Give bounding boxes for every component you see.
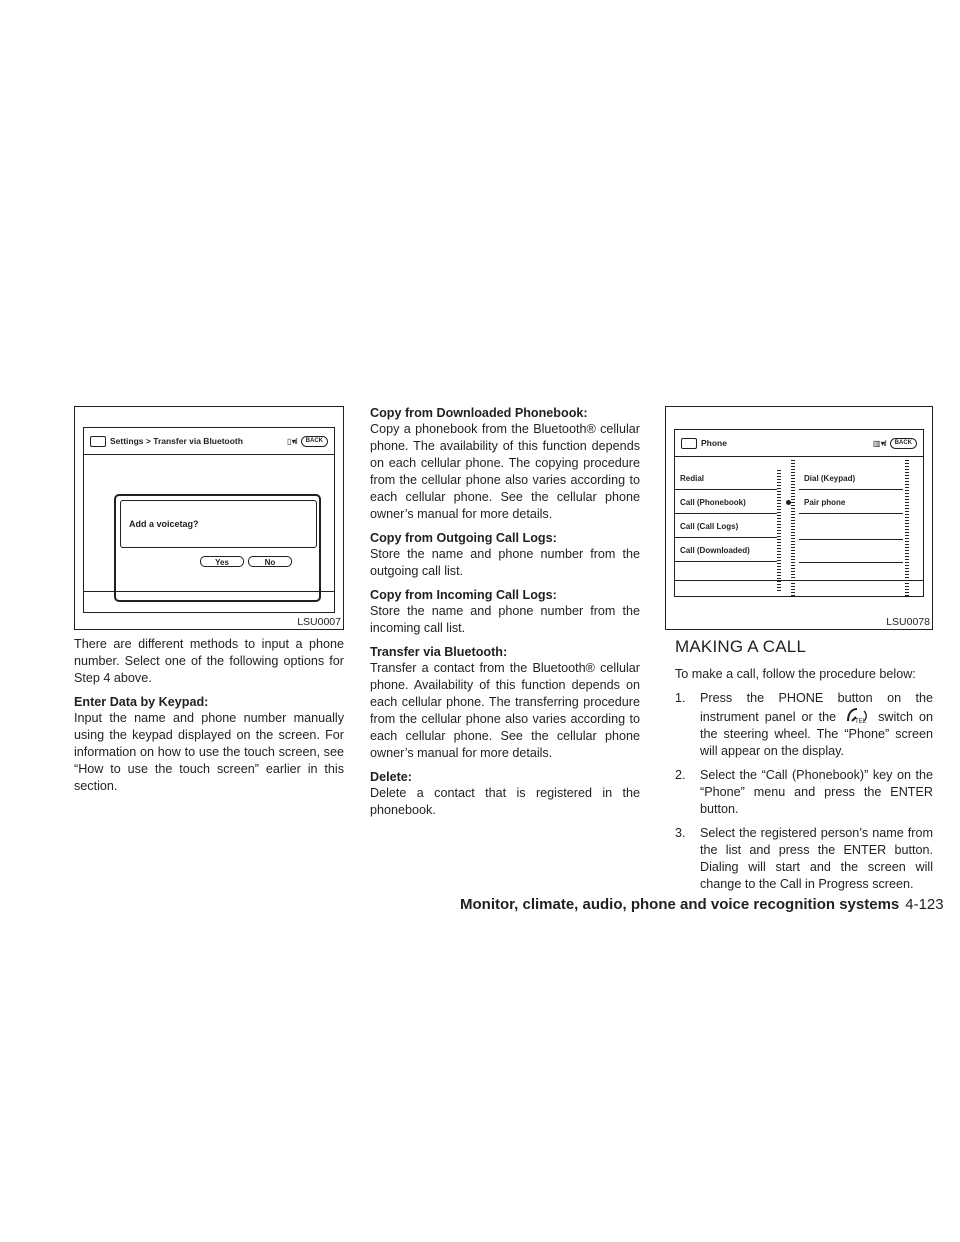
screen-header bbox=[675, 430, 923, 457]
screen-header bbox=[84, 428, 334, 455]
back-button[interactable]: BACK bbox=[890, 438, 917, 449]
screen-bottom-divider bbox=[84, 591, 334, 592]
footer-title: Monitor, climate, audio, phone and voice recognition systems bbox=[460, 896, 900, 913]
step-text: Select the registered person’s name from the list and press the ENTER button. Dialing will start and the screen will change to the Call in Progress screen. bbox=[700, 826, 933, 891]
step-number: 1. bbox=[675, 691, 686, 705]
scroll-stripe bbox=[905, 460, 909, 596]
column-2 bbox=[370, 405, 640, 826]
step-number: 2. bbox=[675, 768, 686, 782]
steering-phone-switch-icon bbox=[844, 707, 870, 725]
svg-text:TEL: TEL bbox=[855, 719, 867, 725]
step-number: 3. bbox=[675, 826, 686, 840]
dialog-message: Add a voicetag? bbox=[129, 519, 199, 529]
list-item bbox=[675, 690, 933, 760]
heading-delete: Delete: bbox=[370, 770, 412, 784]
scroll-stripe bbox=[777, 470, 781, 592]
no-button[interactable]: No bbox=[248, 556, 292, 567]
phone-icon bbox=[681, 438, 697, 449]
section-heading: MAKING A CALL bbox=[675, 637, 807, 656]
column-1 bbox=[74, 636, 344, 802]
screen-title: Phone bbox=[701, 438, 727, 448]
paragraph-copy-downloaded: Copy a phonebook from the Bluetooth® cellular phone. The availability of this function depends on each cellular phone. The copying procedure from the cellular phone also varies according to each cellular phone. See the cellular phone owner’s manual for more details. bbox=[370, 422, 640, 521]
menu-call-logs[interactable]: Call (Call Logs) bbox=[675, 515, 777, 538]
menu-call-phonebook[interactable]: Call (Phonebook) bbox=[675, 491, 777, 514]
step-text-end: switch on the steering wheel. The “Phone” screen will appear on the display. bbox=[700, 710, 934, 758]
page-number: 4-123 bbox=[905, 896, 944, 913]
signal-icon: ▯ ▾ıl bbox=[287, 436, 297, 446]
intro-paragraph: There are different methods to input a phone number. Select one of the following options for Step 4 above. bbox=[74, 637, 344, 685]
menu-dial-keypad[interactable]: Dial (Keypad) bbox=[799, 467, 903, 490]
heading-copy-outgoing: Copy from Outgoing Call Logs: bbox=[370, 531, 557, 545]
list-item bbox=[675, 825, 933, 893]
dialog-message-box bbox=[120, 500, 317, 548]
paragraph-copy-incoming: Store the name and phone number from the incoming call list. bbox=[370, 604, 640, 635]
page-footer bbox=[460, 896, 944, 913]
paragraph-transfer-bluetooth: Transfer a contact from the Bluetooth® cellular phone. Availability of this function depends on each cellular phone. The transferring procedure from the cellular phone also varies according to each cellular phone. See the cellular phone owner’s manual for more details. bbox=[370, 661, 640, 760]
paragraph-enter-keypad: Input the name and phone number manually using the keypad displayed on the screen. For information on how to use the touch screen, see “How to use the touch screen” earlier in this section. bbox=[74, 711, 344, 793]
menu-empty-row bbox=[799, 562, 903, 563]
menu-call-downloaded[interactable]: Call (Downloaded) bbox=[675, 539, 777, 562]
menu-empty-row bbox=[799, 539, 903, 540]
procedure-list bbox=[675, 690, 933, 893]
figure-code: LSU0078 bbox=[886, 616, 930, 628]
screen-title: Settings > Transfer via Bluetooth bbox=[110, 436, 243, 446]
heading-copy-incoming: Copy from Incoming Call Logs: bbox=[370, 588, 557, 602]
intro-paragraph: To make a call, follow the procedure below: bbox=[675, 667, 916, 681]
heading-copy-downloaded: Copy from Downloaded Phonebook: bbox=[370, 406, 588, 420]
figure-code: LSU0007 bbox=[297, 616, 341, 628]
menu-redial[interactable]: Redial bbox=[675, 467, 777, 490]
signal-icon: ▥ ▾ıl bbox=[872, 438, 886, 448]
figure-phone-menu bbox=[665, 406, 933, 630]
column-3 bbox=[675, 666, 933, 900]
paragraph-copy-outgoing: Store the name and phone number from the outgoing call list. bbox=[370, 547, 640, 578]
scroll-stripe bbox=[791, 460, 795, 596]
step-text: Select the “Call (Phonebook)” key on the “Phone” menu and press the ENTER button. bbox=[700, 768, 933, 816]
menu-pair-phone[interactable]: Pair phone bbox=[799, 491, 903, 514]
figure-voicetag-dialog bbox=[74, 406, 344, 630]
settings-icon bbox=[90, 436, 106, 447]
heading-transfer-bluetooth: Transfer via Bluetooth: bbox=[370, 645, 508, 659]
screen-bottom-divider bbox=[675, 580, 923, 581]
selection-dot bbox=[786, 500, 791, 505]
screen bbox=[674, 429, 924, 597]
step-text-start: Press the PHONE button on the instrument panel or the bbox=[700, 691, 933, 724]
screen bbox=[83, 427, 335, 613]
paragraph-delete: Delete a contact that is registered in the phonebook. bbox=[370, 786, 640, 817]
yes-button[interactable]: Yes bbox=[200, 556, 244, 567]
list-item bbox=[675, 767, 933, 818]
voicetag-dialog bbox=[114, 494, 321, 602]
back-button[interactable]: BACK bbox=[301, 436, 328, 447]
heading-enter-keypad: Enter Data by Keypad: bbox=[74, 695, 209, 709]
